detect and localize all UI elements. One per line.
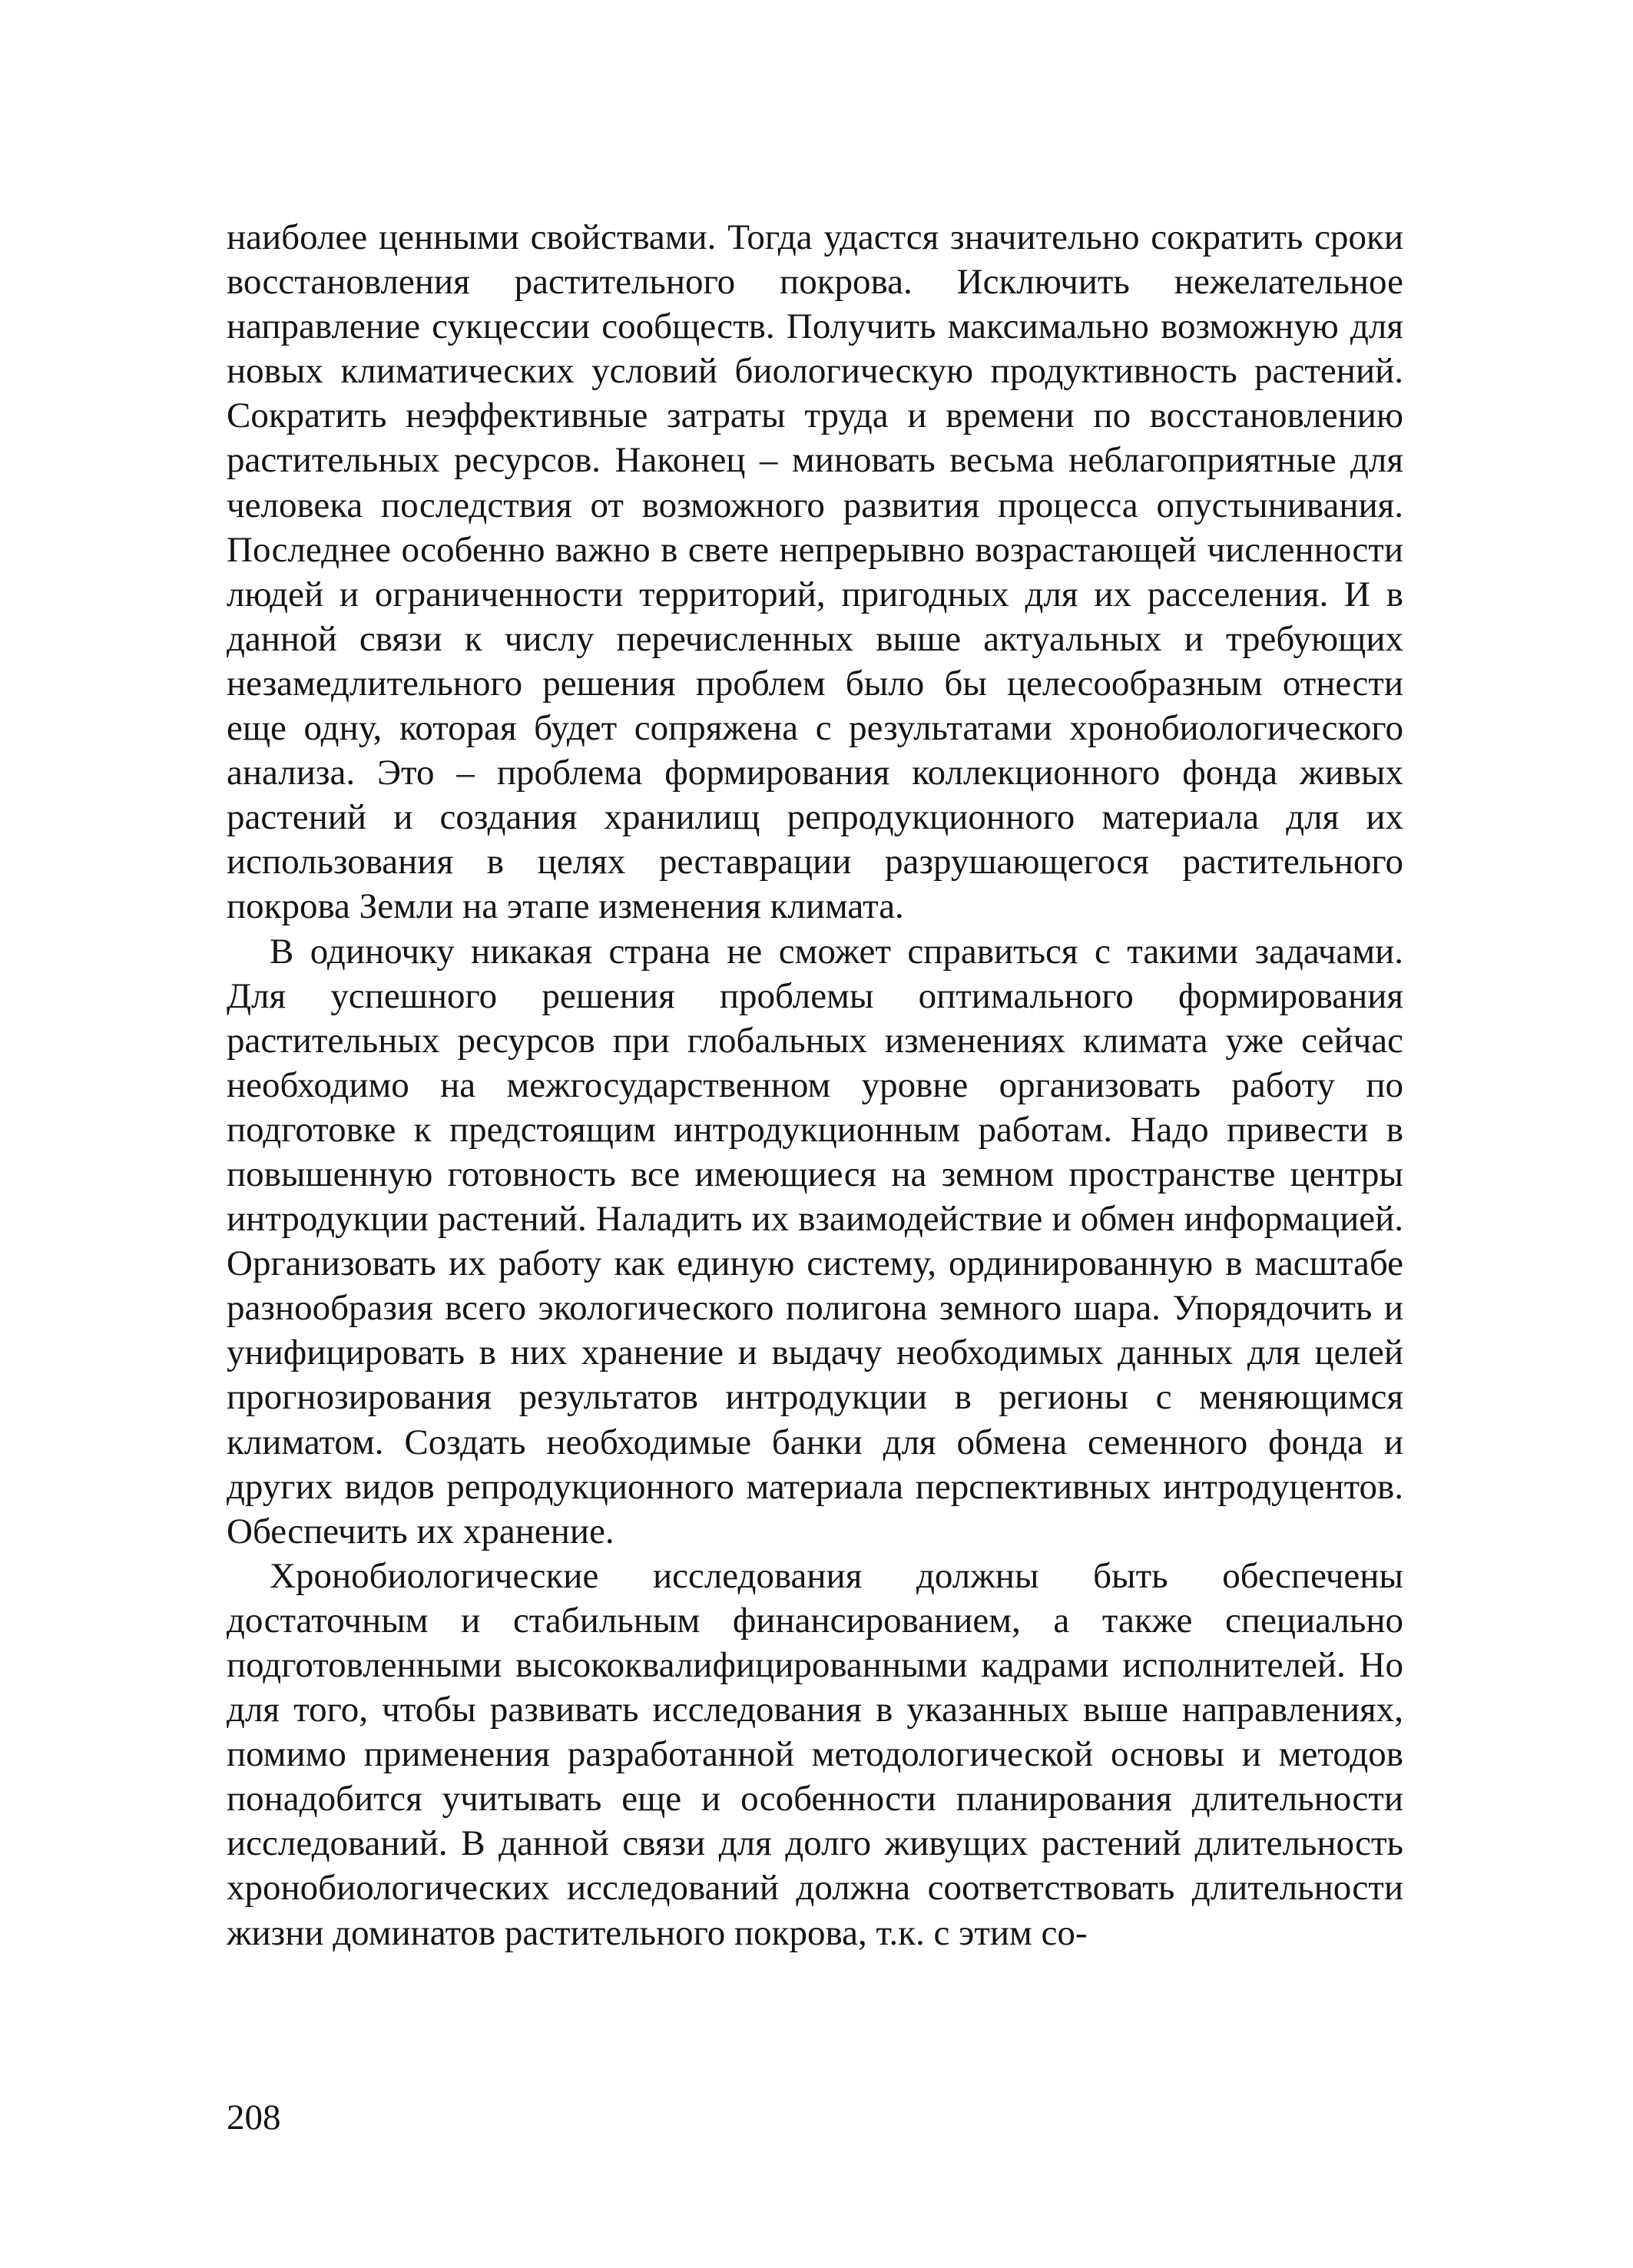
paragraph-1: наиболее ценными свойствами. Тогда удастся значительно сократить сроки восстановления растительного покрова. Исключить нежелательное направление сукцессии сообществ. Получить максимально возможную для новых климатических условий биологическую продуктивность растений. Сократить неэффективные затраты труда и времени по восстановлению растительных ресурсов. Наконец – миновать весьма неблагоприятные для человека последствия от возможного развития процесса опустынивания. Последнее особенно важно в свете непрерывно возрастающей численности людей и ограниченности территорий, пригодных для их расселения. И в данной связи к числу перечисленных выше актуальных и требующих незамедлительного решения проблем было бы целесообразным отнести еще одну, которая будет сопряжена с результатами хронобиологического анализа. Это – проблема формирования коллекционного фонда живых растений и создания хранилищ репродукционного материала для их использования в целях реставрации разрушающегося растительного покрова Земли на этапе изменения климата. bbox=[227, 217, 1403, 927]
page-text-block bbox=[227, 215, 1403, 1955]
page-number: 208 bbox=[227, 2097, 281, 2137]
paragraph-3: Хронобиологические исследования должны быть обеспечены достаточным и стабильным финансированием, а также специально подготовленными высококвалифицированными кадрами исполнителей. Но для того, чтобы развивать исследования в указанных выше направлениях, помимо применения разработанной методологической основы и методов понадобится учитывать еще и особенности планирования длительности исследований. В данной связи для долго живущих растений длительность хронобиологических исследований должна соответствовать длительности жизни доминатов растительного покрова, т.к. с этим со- bbox=[227, 1555, 1403, 1953]
paragraph-2: В одиночку никакая страна не сможет справиться с такими задачами. Для успешного решения проблемы оптимального формирования растительных ресурсов при глобальных изменениях климата уже сейчас необходимо на межгосударственном уровне организовать работу по подготовке к предстоящим интродукционным работам. Надо привести в повышенную готовность все имеющиеся на земном пространстве центры интродукции растений. Наладить их взаимодействие и обмен информацией. Организовать их работу как единую систему, ординированную в масштабе разнообразия всего экологического полигона земного шара. Упорядочить и унифицировать в них хранение и выдачу необходимых данных для целей прогнозирования результатов интродукции в регионы с меняющимся климатом. Создать необходимые банки для обмена семенного фонда и других видов репродукционного материала перспективных интродуцентов. Обеспечить их хранение. bbox=[227, 931, 1403, 1551]
